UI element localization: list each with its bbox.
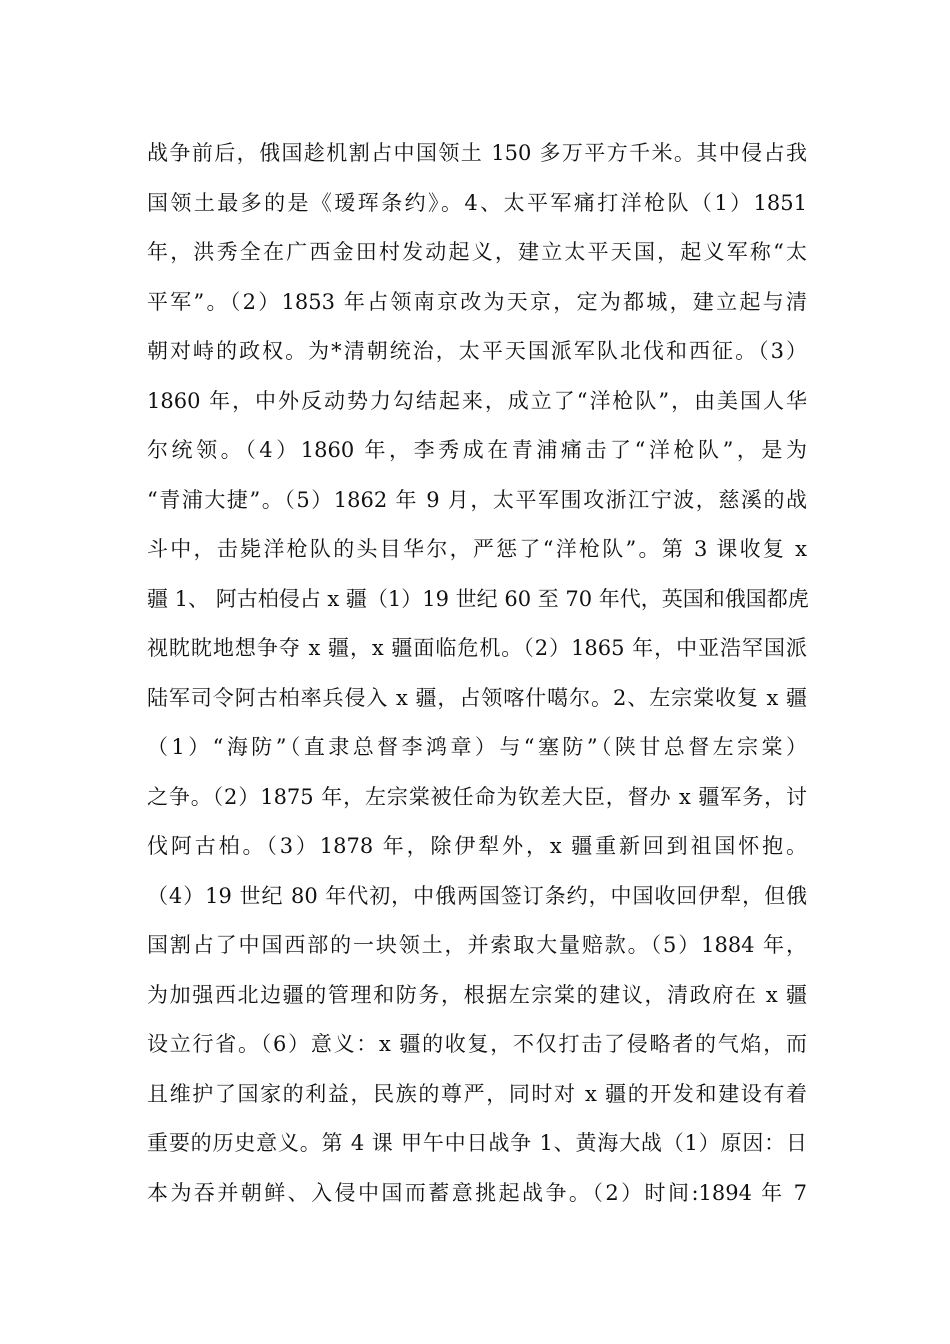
text-line: 国领土最多的是《瑷珲条约》。4、太平军痛打洋枪队（1）1851	[147, 190, 807, 215]
text-line: 斗中，击毙洋枪队的头目华尔，严惩了“洋枪队”。第 3 课收复 x	[147, 537, 807, 561]
text-line: “青浦大捷”。（5）1862 年 9 月，太平军围攻浙江宁波，慈溪的战	[147, 487, 807, 512]
text-line: 战争前后，俄国趁机割占中国领土 150 多万平方千米。其中侵占我	[147, 141, 807, 165]
text-line: 陆军司令阿古柏率兵侵入 x 疆，占领喀什噶尔。2、左宗棠收复 x 疆	[147, 685, 807, 710]
text-line: 国割占了中国西部的一块领土，并索取大量赔款。（5）1884 年，	[147, 933, 807, 957]
text-line: 之争。（2）1875 年，左宗棠被任命为钦差大臣，督办 x 疆军务，讨	[147, 784, 807, 809]
text-line: （4）19 世纪 80 年代初，中俄两国签订条约，中国收回伊犁，但俄	[147, 883, 807, 908]
text-line: （1）“海防”（直隶总督李鸿章）与“塞防”（陕甘总督左宗棠）	[147, 735, 807, 759]
text-line: 视眈眈地想争夺 x 疆，x 疆面临危机。（2）1865 年，中亚浩罕国派	[147, 636, 807, 660]
body-text	[147, 133, 807, 1222]
text-line: 设立行省。（6）意义：x 疆的收复，不仅打击了侵略者的气焰，而	[147, 1032, 807, 1056]
text-line: 伐阿古柏。（3）1878 年，除伊犁外，x 疆重新回到祖国怀抱。	[147, 834, 807, 858]
text-line: 1860 年，中外反动势力勾结起来，成立了“洋枪队”，由美国人华	[147, 388, 807, 413]
text-line: 为加强西北边疆的管理和防务，根据左宗棠的建议，清政府在 x 疆	[147, 982, 807, 1007]
text-line: 朝对峙的政权。为*清朝统治，太平天国派军队北伐和西征。（3）	[147, 339, 807, 363]
text-line: 年，洪秀全在广西金田村发动起义，建立太平天国，起义军称“太	[147, 240, 807, 264]
text-line: 平军”。（2）1853 年占领南京改为天京，定为都城，建立起与清	[147, 289, 807, 314]
text-line: 尔统领。（4）1860 年，李秀成在青浦痛击了“洋枪队”，是为	[147, 438, 807, 462]
text-line: 本为吞并朝鲜、入侵中国而蓄意挑起战争。（2）时间:1894 年 7	[147, 1180, 807, 1205]
text-line: 且维护了国家的利益，民族的尊严，同时对 x 疆的开发和建设有着	[147, 1081, 807, 1106]
text-line: 疆 1、 阿古柏侵占 x 疆（1）19 世纪 60 至 70 年代，英国和俄国都虎	[147, 586, 809, 611]
text-line: 重要的历史意义。第 4 课 甲午中日战争 1、黄海大战（1）原因：日	[147, 1131, 807, 1155]
